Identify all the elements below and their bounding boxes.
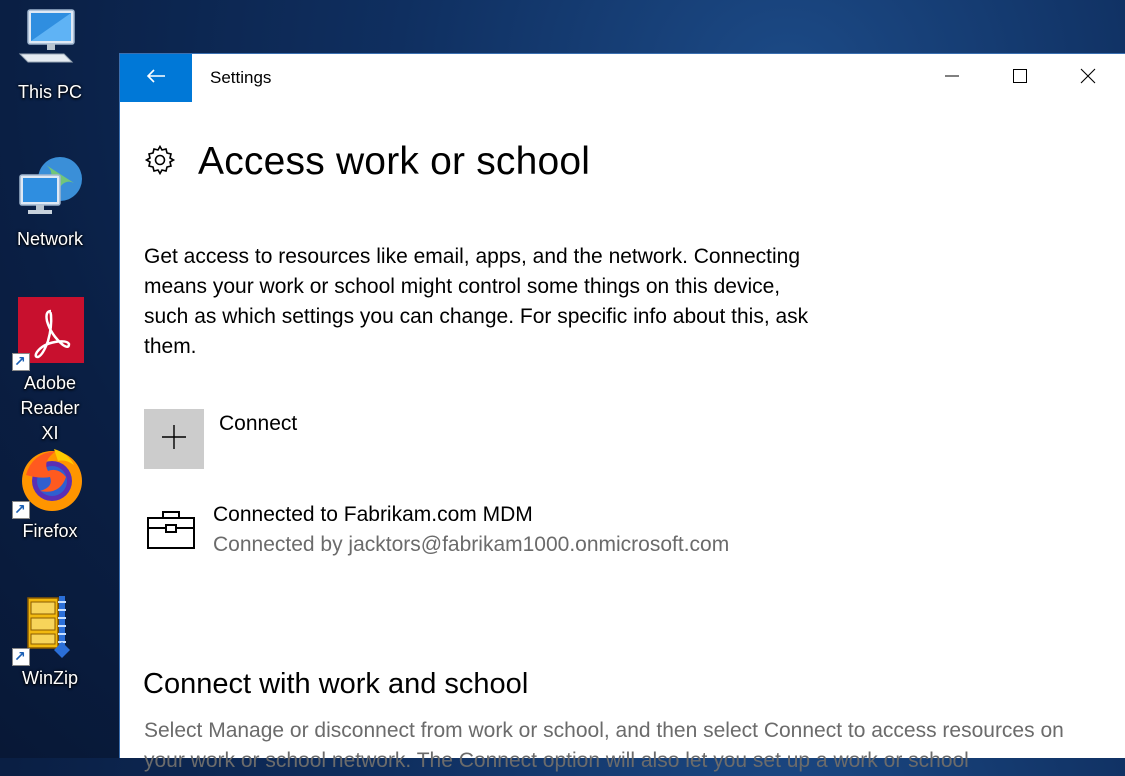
account-text	[213, 500, 729, 560]
maximize-button[interactable]	[986, 54, 1054, 102]
desktop-icon-winzip[interactable]	[0, 592, 100, 691]
shortcut-arrow-icon	[12, 648, 30, 666]
connected-account-item[interactable]	[146, 500, 729, 560]
winzip-icon	[14, 592, 86, 664]
connect-tile[interactable]	[144, 409, 204, 469]
section-title: Connect with work and school	[143, 668, 529, 700]
desktop-icon-label: Adobe Reader XI	[20, 373, 80, 443]
maximize-icon	[1012, 68, 1028, 89]
shortcut-arrow-icon	[12, 353, 30, 371]
desktop-icon-label: Network	[16, 229, 83, 249]
briefcase-icon	[146, 508, 196, 552]
back-button[interactable]	[120, 54, 192, 102]
desktop-icon-label: WinZip	[21, 668, 78, 688]
page-title: Access work or school	[198, 140, 591, 183]
minimize-button[interactable]	[918, 54, 986, 102]
desktop-icon-network[interactable]	[0, 153, 100, 252]
gear-icon	[144, 144, 176, 181]
settings-window	[119, 53, 1125, 772]
page-header	[144, 140, 590, 184]
back-arrow-icon	[146, 68, 166, 89]
this-pc-icon	[14, 6, 86, 78]
desktop-icon-firefox[interactable]	[0, 445, 100, 544]
desktop-icon-this-pc[interactable]	[0, 6, 100, 105]
page-description: Get access to resources like email, apps, and the network. Connecting means your work or school might control some things on this device, such as which settings you can change. For specific info about this, ask them.	[144, 245, 809, 358]
connect-button[interactable]	[144, 409, 297, 469]
desktop-icon-label: Firefox	[22, 521, 78, 541]
shortcut-arrow-icon	[12, 501, 30, 519]
firefox-icon	[14, 445, 86, 517]
account-detail: Connected by jacktors@fabrikam1000.onmicrosoft.com	[213, 533, 730, 556]
account-name: Connected to Fabrikam.com MDM	[213, 503, 533, 526]
section-body: Select Manage or disconnect from work or school, and then select Connect to access resources on your work or school network. The Connect option will also let you set up a work or school	[144, 719, 1064, 772]
close-button[interactable]	[1054, 54, 1122, 102]
minimize-icon	[944, 68, 960, 89]
connect-label: Connect	[219, 412, 298, 435]
desktop-icon-adobe-reader[interactable]	[0, 297, 100, 446]
network-icon	[14, 153, 86, 225]
desktop-icon-label: This PC	[17, 82, 82, 102]
title-bar	[120, 54, 1125, 102]
adobe-reader-icon	[14, 297, 86, 369]
window-title: Settings	[210, 68, 272, 87]
plus-icon	[161, 424, 187, 455]
close-icon	[1080, 68, 1096, 89]
